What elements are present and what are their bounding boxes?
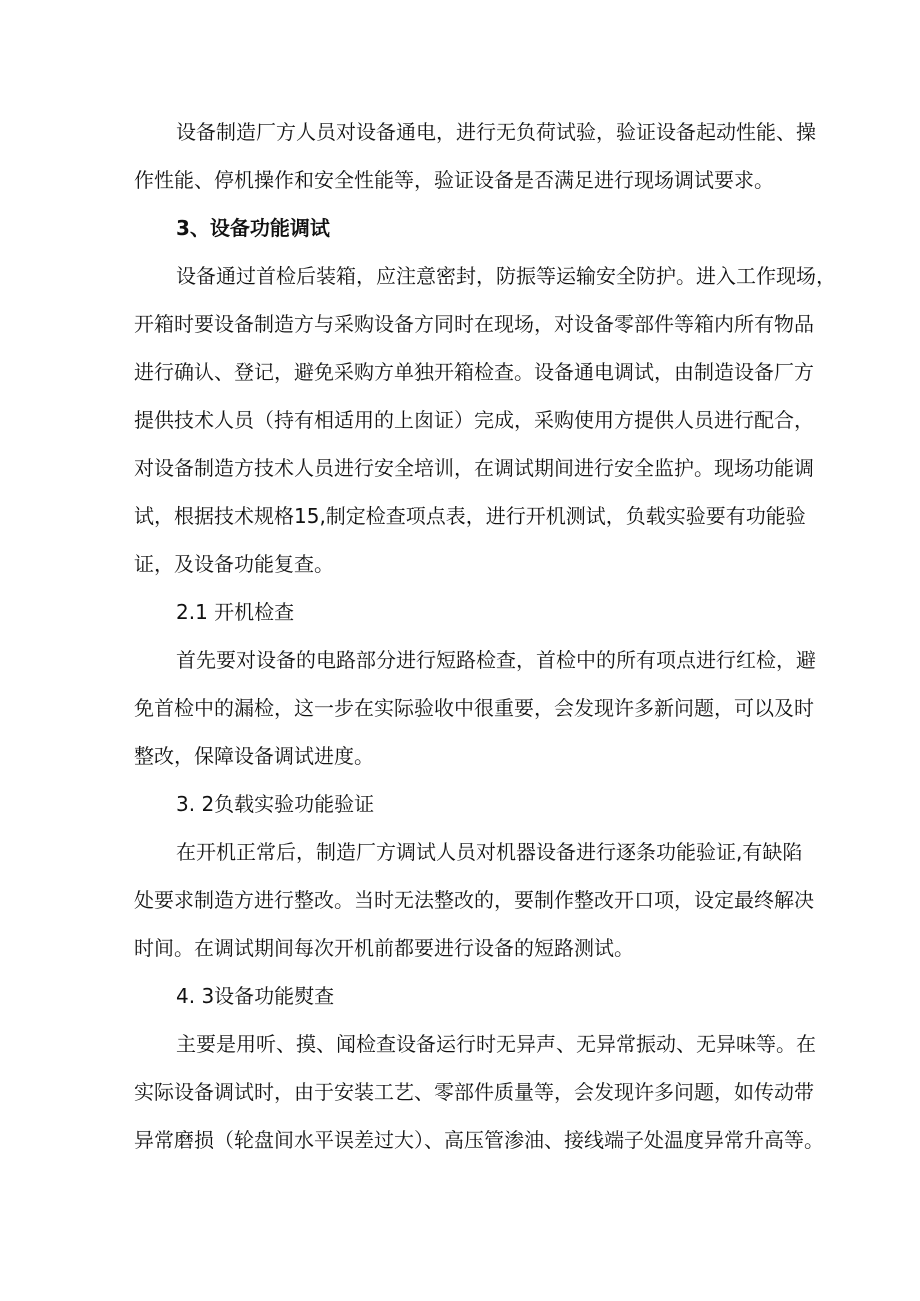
paragraph-line: 免首检中的漏检，这一步在实际验收中很重要，会发现许多新问题，可以及时	[134, 696, 814, 720]
paragraph-line: 提供技术人员（持有相适用的上囱证）完成，采购使用方提供人员进行配合，	[134, 408, 814, 432]
paragraph-line: 处要求制造方进行整改。当时无法整改的，要制作整改开口项，设定最终解决	[134, 888, 814, 912]
section-heading: 3、设备功能调试	[176, 216, 330, 240]
paragraph-line: 设备制造厂方人员对设备通电，进行无负荷试验，验证设备起动性能、操	[176, 120, 816, 144]
paragraph-line: 时间。在调试期间每次开机前都要进行设备的短路测试。	[134, 936, 634, 960]
paragraph-line: 首先要对设备的电路部分进行短路检查，首检中的所有项点进行红检，避	[176, 648, 816, 672]
paragraph-line: 主要是用听、摸、闻检查设备运行时无异声、无异常振动、无异味等。在	[176, 1032, 816, 1056]
paragraph-line: 作性能、停机操作和安全性能等，验证设备是否满足进行现场调试要求。	[134, 168, 774, 192]
paragraph-line: 整改，保障设备调试进度。	[134, 744, 374, 768]
paragraph-line: 开箱时要设备制造方与采购设备方同时在现场，对设备零部件等箱内所有物品	[134, 312, 814, 336]
paragraph-line: 设备通过首检后装箱，应注意密封，防振等运输安全防护。进入工作现场，	[176, 264, 836, 288]
paragraph-line: 对设备制造方技术人员进行安全培训，在调试期间进行安全监护。现场功能调	[134, 456, 814, 480]
paragraph-line: 异常磨损（轮盘间水平误差过大）、高压管渗油、接线端子处温度异常升高等。	[134, 1128, 824, 1152]
subsection-heading: 3. 2负载实验功能验证	[176, 792, 375, 816]
paragraph-line: 证，及设备功能复查。	[134, 552, 334, 576]
paragraph-line: 实际设备调试时，由于安装工艺、零部件质量等，会发现许多问题，如传动带	[134, 1080, 814, 1104]
subsection-heading: 2.1 开机检查	[176, 600, 295, 624]
subsection-heading: 4. 3设备功能熨查	[176, 984, 335, 1008]
paragraph-line: 在开机正常后，制造厂方调试人员对机器设备进行逐条功能验证,有缺陷	[176, 840, 803, 864]
paragraph-line: 试，根据技术规格15,制定检查项点表，进行开机测试，负载实验要有功能验	[134, 504, 806, 528]
paragraph-line: 进行确认、登记，避免采购方单独开箱检查。设备通电调试，由制造设备厂方	[134, 360, 814, 384]
